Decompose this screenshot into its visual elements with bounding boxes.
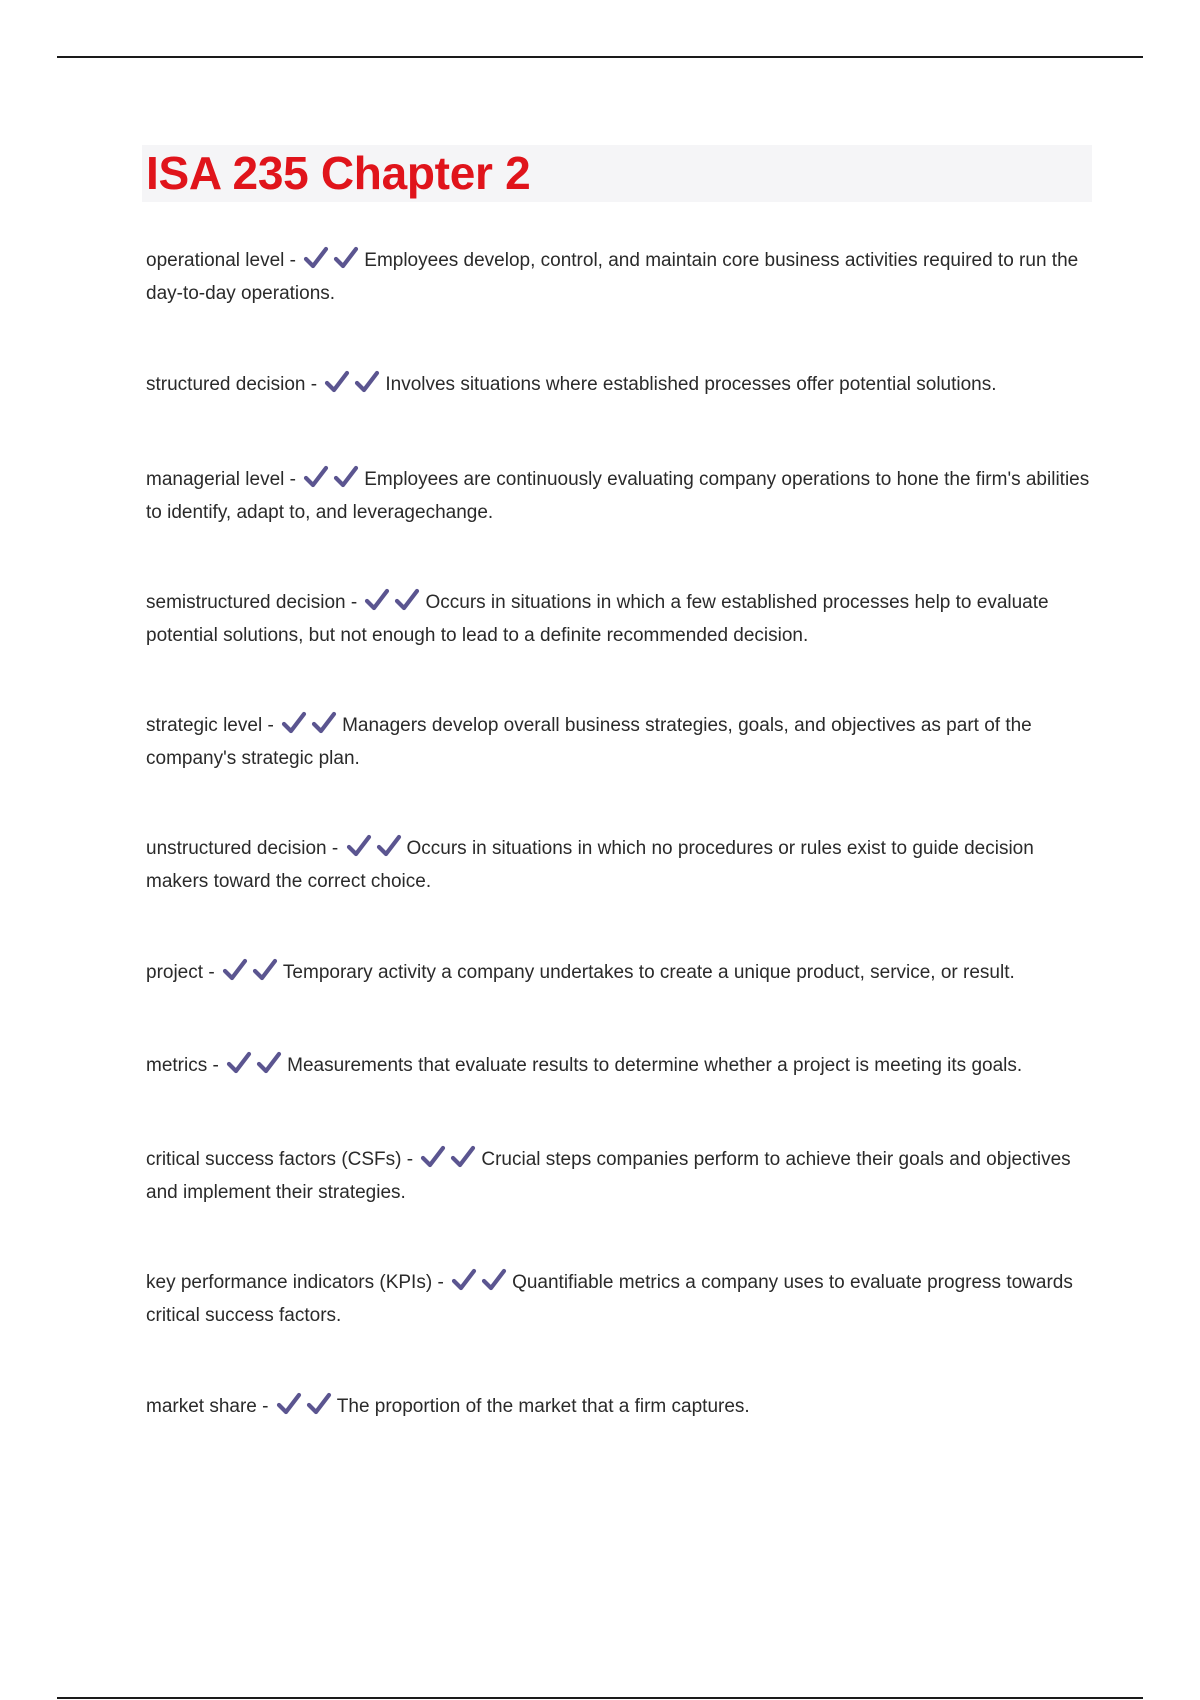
glossary-entry	[146, 1268, 1096, 1330]
check-icon	[226, 1051, 252, 1075]
entry-separator: -	[437, 1272, 444, 1293]
check-icon	[306, 1392, 332, 1416]
entry-term: unstructured decision	[146, 838, 327, 859]
check-icon	[311, 711, 337, 735]
entry-separator: -	[267, 715, 274, 736]
check-icon	[324, 370, 350, 394]
entry-definition: Managers develop overall business strategies, goals, and objectives as part of the company's strategic plan.	[146, 715, 1032, 769]
check-icon	[346, 834, 372, 858]
entry-separator: -	[331, 838, 339, 859]
check-pair	[226, 1051, 286, 1084]
entry-definition: Occurs in situations in which a few established processes help to evaluate potential solutions, but not enough to lead to a definite recommended decision.	[146, 592, 1049, 646]
entry-term: semistructured decision	[146, 592, 346, 613]
entry-term: strategic level	[146, 715, 263, 736]
glossary-entry	[146, 711, 1096, 773]
check-icon	[354, 370, 380, 394]
check-pair	[346, 834, 406, 867]
entry-term: metrics	[146, 1055, 208, 1076]
check-icon	[451, 1268, 477, 1292]
entry-definition: Employees develop, control, and maintain core business activities required to run the day-to-day operations.	[146, 250, 1079, 304]
check-icon	[222, 958, 248, 982]
check-pair	[303, 465, 363, 498]
check-pair	[281, 711, 341, 744]
entry-separator: -	[262, 1396, 269, 1417]
entry-term: project	[146, 962, 204, 983]
entry-separator: -	[289, 250, 296, 271]
check-pair	[451, 1268, 511, 1301]
check-icon	[333, 246, 359, 270]
entry-definition: Temporary activity a company undertakes to create a unique product, service, or result.	[282, 962, 1015, 983]
check-icon	[281, 711, 307, 735]
glossary-entry	[146, 1392, 1096, 1425]
entry-definition: Quantifiable metrics a company uses to evaluate progress towards critical success factors.	[146, 1272, 1073, 1326]
entry-term: structured decision	[146, 374, 306, 395]
entry-term: operational level	[146, 250, 285, 271]
check-pair	[324, 370, 384, 403]
glossary-entry	[146, 834, 1096, 896]
document-title: ISA 235 Chapter 2	[146, 147, 531, 199]
glossary-entry	[146, 588, 1096, 650]
check-pair	[303, 246, 363, 279]
check-icon	[450, 1145, 476, 1169]
entry-separator: -	[350, 592, 358, 613]
glossary-entry	[146, 1145, 1096, 1207]
check-icon	[376, 834, 402, 858]
entry-definition: Measurements that evaluate results to determine whether a project is meeting its goals.	[287, 1055, 1023, 1076]
check-icon	[303, 465, 329, 489]
entry-definition: The proportion of the market that a firm captures.	[336, 1396, 750, 1417]
check-icon	[420, 1145, 446, 1169]
entry-definition: Employees are continuously evaluating company operations to hone the firm's abilities to identify, adapt to, and leveragechange.	[146, 469, 1090, 523]
check-icon	[481, 1268, 507, 1292]
check-pair	[276, 1392, 336, 1425]
entry-term: managerial level	[146, 469, 285, 490]
entry-definition: Occurs in situations in which no procedures or rules exist to guide decision makers toward the correct choice.	[146, 838, 1034, 892]
check-icon	[256, 1051, 282, 1075]
entry-definition: Crucial steps companies perform to achieve their goals and objectives and implement their strategies.	[146, 1149, 1071, 1203]
check-icon	[276, 1392, 302, 1416]
check-pair	[222, 958, 282, 991]
glossary-entry	[146, 370, 1096, 403]
entry-term: market share	[146, 1396, 257, 1417]
check-icon	[364, 588, 390, 612]
entry-term: key performance indicators (KPIs)	[146, 1272, 433, 1293]
glossary-entry	[146, 1051, 1096, 1084]
glossary-entry	[146, 958, 1096, 991]
entry-separator: -	[212, 1055, 219, 1076]
glossary-entry	[146, 465, 1096, 527]
top-rule	[57, 56, 1143, 58]
glossary-entry	[146, 246, 1096, 308]
bottom-rule	[57, 1697, 1143, 1699]
entry-separator: -	[310, 374, 318, 395]
check-icon	[394, 588, 420, 612]
check-icon	[252, 958, 278, 982]
entry-definition: Involves situations where established processes offer potential solutions.	[385, 374, 997, 395]
entry-separator: -	[289, 469, 296, 490]
entry-term: critical success factors (CSFs)	[146, 1149, 402, 1170]
check-pair	[364, 588, 424, 621]
entry-separator: -	[406, 1149, 414, 1170]
check-icon	[303, 246, 329, 270]
check-pair	[420, 1145, 480, 1178]
entry-separator: -	[208, 962, 215, 983]
check-icon	[333, 465, 359, 489]
